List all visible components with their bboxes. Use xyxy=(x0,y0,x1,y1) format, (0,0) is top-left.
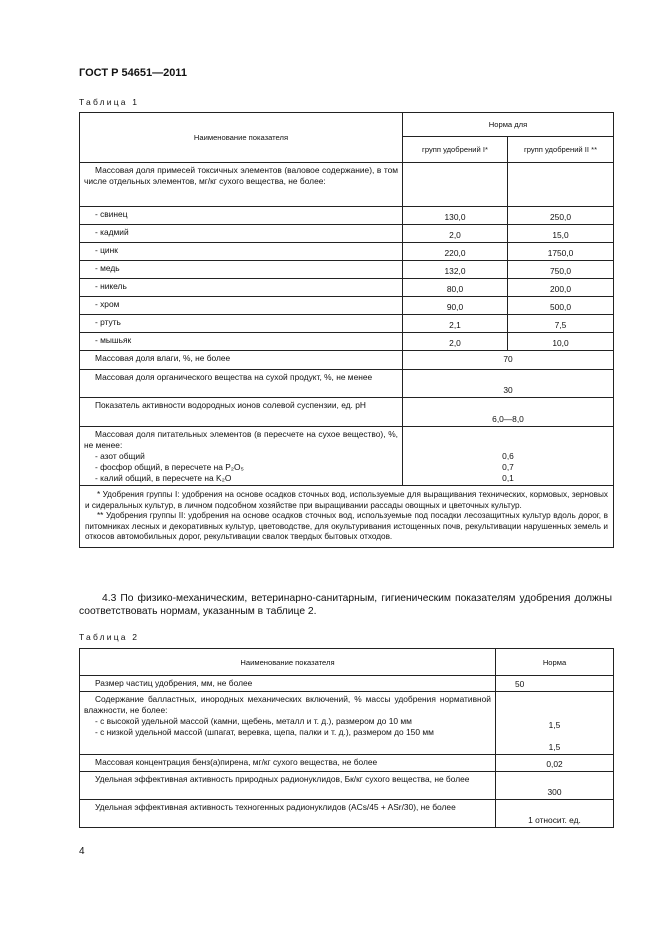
organic-value: 30 xyxy=(403,370,614,398)
ballast-item-light: - с низкой удельной массой (шпагат, веревка, щепа, палки и т. д.), размером до 150 мм xyxy=(95,727,434,737)
natural-radionuclides-value: 300 xyxy=(496,772,614,800)
ballast-item-heavy: - с высокой удельной массой (камни, щебень, металл и т. д.), размером до 10 мм xyxy=(95,716,412,726)
table2-header-name: Наименование показателя xyxy=(80,649,496,676)
table-row: - ртуть xyxy=(80,315,403,333)
ballast-label: Содержание балластных, инородных механических включений, % массы удобрения нормативной влажности, не более: xyxy=(84,694,491,715)
particle-size-value: 50 xyxy=(496,676,614,692)
table-row: - никель xyxy=(80,279,403,297)
ph-value: 6,0—8,0 xyxy=(403,398,614,427)
ballast-values: 1,5 1,5 xyxy=(496,692,614,755)
table-row: - мышьяк xyxy=(80,333,403,351)
particle-size-label: Размер частиц удобрения, мм, не более xyxy=(80,676,496,692)
technogenic-radionuclides-label: Удельная эффективная активность техногенных радионуклидов (ACs/45 + ASr/30), не более xyxy=(80,800,496,828)
ballast-cell xyxy=(80,692,496,755)
ph-label: Показатель активности водородных ионов солевой суспензии, ед. pH xyxy=(80,398,403,427)
nutrients-label: Массовая доля питательных элементов (в пересчете на сухое вещество), %, не менее: xyxy=(84,429,398,450)
nutrient-item: - фосфор общий, в пересчете на P₂O₅ xyxy=(95,462,244,472)
technogenic-radionuclides-value: 1 относит. ед. xyxy=(496,800,614,828)
footnote-group1: * Удобрения группы I: удобрения на основе осадков сточных вод, используемые для выращивания технических, кормовых, зерновых и сидеральных культур, в личном подсобном хозяйстве при выращивании рассады овощных и цветочных культур. xyxy=(85,490,608,510)
moisture-label: Массовая доля влаги, %, не более xyxy=(80,351,403,370)
nutrient-item: - калий общий, в пересчете на K₂O xyxy=(95,473,232,483)
table-row: - свинец xyxy=(80,207,403,225)
moisture-value: 70 xyxy=(403,351,614,370)
table1-footnotes xyxy=(80,486,614,548)
table1-header-norm: Норма для xyxy=(403,113,614,137)
table-row: - медь xyxy=(80,261,403,279)
nutrients-values: 0,6 0,7 0,1 xyxy=(403,427,614,486)
table1-header-group1: групп удобрений I* xyxy=(403,137,508,163)
nutrients-cell xyxy=(80,427,403,486)
nutrient-item: - азот общий xyxy=(95,451,145,461)
natural-radionuclides-label: Удельная эффективная активность природных радионуклидов, Бк/кг сухого вещества, не более xyxy=(80,772,496,800)
benzpyrene-label: Массовая концентрация бенз(а)пирена, мг/кг сухого вещества, не более xyxy=(80,755,496,772)
table1-caption: Таблица 1 xyxy=(79,97,140,107)
table-row: - цинк xyxy=(80,243,403,261)
table-row: - кадмий xyxy=(80,225,403,243)
page-number: 4 xyxy=(79,846,85,857)
table1-header-name: Наименование показателя xyxy=(80,113,403,163)
table2-caption: Таблица 2 xyxy=(79,632,140,642)
table2-header-norm: Норма xyxy=(496,649,614,676)
section-4-3-paragraph: 4.3 По физико-механическим, ветеринарно-санитарным, гигиеническим показателям удобрения должны соответствовать нормам, указанным в таблице 2. xyxy=(79,593,612,618)
table1-header-group2: групп удобрений II ** xyxy=(508,137,614,163)
benzpyrene-value: 0,02 xyxy=(496,755,614,772)
table-row: - хром xyxy=(80,297,403,315)
toxic-elements-header: Массовая доля примесей токсичных элементов (валовое содержание), в том числе отдельных элементов, мг/кг сухого вещества, не более: xyxy=(80,163,403,207)
table2 xyxy=(79,648,614,828)
document-header: ГОСТ Р 54651—2011 xyxy=(79,67,187,79)
footnote-group2: ** Удобрения группы II: удобрения на основе осадков сточных вод, используемые под посадки лесозащитных культур вдоль дорог, в питомниках лесных и декоративных культур, цветоводстве, для окультуривания истощенных почв, рекультивации нарушенных земель и откосов автомобильных дорог, рекультивации свалок твердых бытовых отходов. xyxy=(85,511,608,542)
table1: Наименование показателя Норма для групп удобрений I* групп удобрений II ** Массовая доля примесей токсичных элементов (валовое содержание), в том числе отдельных элементов, мг/кг сухого вещества, не более: - свинец 130,0 250,0 - кадмий 2,0 15,0 - цинк 220,0 1750,0 - медь 132,0 750,0 - никель 80,0 200,0 - хром 90,0 500,0 - ртуть 2,1 7,5 - мышьяк 2,0 10,0 Массовая доля влаги, %, не более 70 Массовая доля органического вещества на сухой продукт, %, не менее 30 Показатель активности водородных ионов солевой суспензии, ед. pH 6,0—8,0 Массовая доля питательных элементов (в пересчете на сухое вещество), %, не менее: - азот общий - фосфор общий, в пересчете на P₂O₅ - калий общий, в пересчете на K₂O 0,6 0,7 0,1 * Удобрения группы I: удобрения на основе осадков сточных вод, используемые для выращивания технических, кормовых, зерновых и сидеральных культур, в личном подсобном хозяйстве при выращивании рассады овощных и цветочных культур. ** Удобрения группы II: удобрения на основе осадков сточных вод, используемые под посадки лесозащитных культур вдоль дорог, в питомниках лесных и декоративных культур, цветоводстве, для окультуривания истощенных почв, рекультивации нарушенных земель и откосов автомобильных дорог, рекультивации свалок твердых бытовых отходов. xyxy=(79,112,614,548)
organic-label: Массовая доля органического вещества на сухой продукт, %, не менее xyxy=(80,370,403,398)
